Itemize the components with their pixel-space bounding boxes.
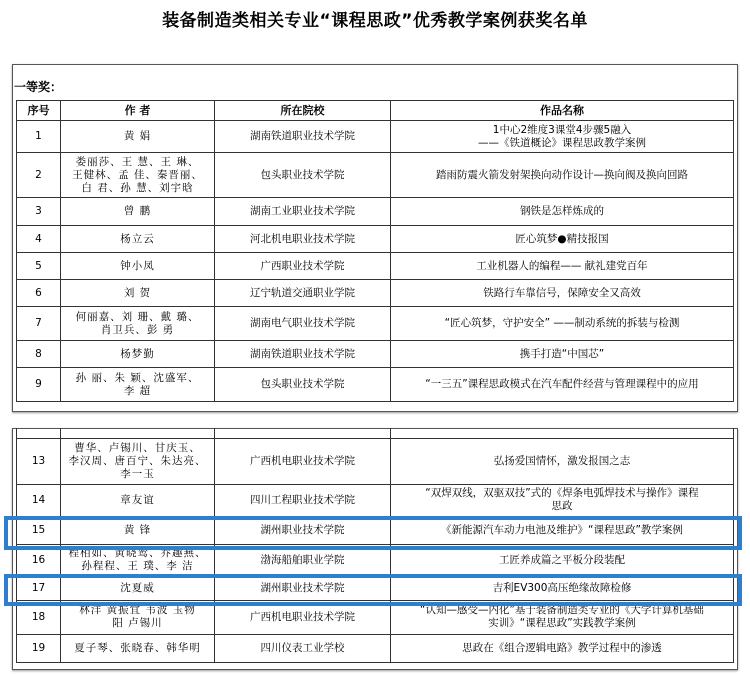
cell-work: 踏雨防震火箭发射架换向动作设计—换向阀及换向回路 bbox=[391, 153, 734, 198]
table-row bbox=[17, 280, 734, 307]
cell-author: 章友谊 bbox=[61, 484, 215, 516]
cell-no: 7 bbox=[17, 307, 61, 341]
cell-work: “匠心筑梦，守护安全” ——制动系统的拆装与检测 bbox=[391, 307, 734, 341]
cell-school: 四川工程职业技术学院 bbox=[215, 484, 391, 516]
cell-work: 匠心筑梦●精技报国 bbox=[391, 226, 734, 253]
cell-work: 思政在《组合逻辑电路》教学过程中的渗透 bbox=[391, 634, 734, 662]
table-row bbox=[17, 307, 734, 341]
cell-school: 包头职业技术学院 bbox=[215, 368, 391, 402]
cell-work: 《新能源汽车动力电池及维护》“课程思政”教学案例 bbox=[391, 516, 734, 544]
cell-author: 钟小凤 bbox=[61, 253, 215, 280]
cell-author: 何丽嘉、刘 珊、戴 璐、 肖卫兵、彭 勇 bbox=[61, 307, 215, 341]
cell-no: 8 bbox=[17, 341, 61, 368]
table-row bbox=[17, 226, 734, 253]
cell-no: 16 bbox=[17, 544, 61, 576]
cell-work: “认知—感受—内化”基于装备制造类专业的《大学计算机基础 实训》“课程思政”实践教学案例 bbox=[391, 600, 734, 634]
table-row bbox=[17, 438, 734, 484]
cell-no: 14 bbox=[17, 484, 61, 516]
cell-no: 18 bbox=[17, 600, 61, 634]
cell-author: 黄 娟 bbox=[61, 121, 215, 153]
highlight-box-row-15 bbox=[4, 516, 742, 550]
cell-no: 15 bbox=[17, 516, 61, 544]
cell-school: 广西职业技术学院 bbox=[215, 253, 391, 280]
cell-author: 孙 丽、朱 颖、沈盛军、 李 超 bbox=[61, 368, 215, 402]
cell-work: 钢铁是怎样炼成的 bbox=[391, 198, 734, 226]
cell-school: 广西机电职业技术学院 bbox=[215, 438, 391, 484]
cell-school: 湖南铁道职业技术学院 bbox=[215, 341, 391, 368]
header-school: 所在院校 bbox=[215, 101, 391, 121]
table-row bbox=[17, 121, 734, 153]
cell-school: 湖南电气职业技术学院 bbox=[215, 307, 391, 341]
table-row bbox=[17, 368, 734, 402]
cell-author: 杨立云 bbox=[61, 226, 215, 253]
table-row bbox=[17, 634, 734, 662]
cell-school: 湖南铁道职业技术学院 bbox=[215, 121, 391, 153]
cell-school: 包头职业技术学院 bbox=[215, 153, 391, 198]
cell-author: 林洋 黄振宜 韦波 玉物 阳 卢锡川 bbox=[61, 600, 215, 634]
cell-no: 13 bbox=[17, 438, 61, 484]
cell-work: 铁路行车靠信号，保障安全又高效 bbox=[391, 280, 734, 307]
cell-no: 19 bbox=[17, 634, 61, 662]
cell-no: 4 bbox=[17, 226, 61, 253]
cell-work: “双焊双线，双驱双技”式的《焊条电弧焊技术与操作》课程 思政 bbox=[391, 484, 734, 516]
cell-no: 6 bbox=[17, 280, 61, 307]
cell-author: 黄 锋 bbox=[61, 516, 215, 544]
header-author: 作 者 bbox=[61, 101, 215, 121]
cell-school: 广西机电职业技术学院 bbox=[215, 600, 391, 634]
cell-no: 17 bbox=[17, 576, 61, 600]
cell-school: 湖州职业技术学院 bbox=[215, 516, 391, 544]
cell-no: 1 bbox=[17, 121, 61, 153]
cell-school: 湖州职业技术学院 bbox=[215, 576, 391, 600]
cell-school: 渤海船舶职业学院 bbox=[215, 544, 391, 576]
cell-author: 曹华、卢锡川、甘庆玉、 李汉周、唐百宁、朱达亮、 李一玉 bbox=[61, 438, 215, 484]
cell-author: 沈夏威 bbox=[61, 576, 215, 600]
cell-no: 9 bbox=[17, 368, 61, 402]
cell-work: 弘扬爱国情怀，激发报国之志 bbox=[391, 438, 734, 484]
table-row bbox=[17, 341, 734, 368]
cell-work: 工业机器人的编程—— 献礼建党百年 bbox=[391, 253, 734, 280]
cell-author: 娄丽莎、王 慧、王 琳、 王健林、孟 佳、秦晋丽、 白 君、孙 慧、刘宇晗 bbox=[61, 153, 215, 198]
cell-school: 辽宁轨道交通职业学院 bbox=[215, 280, 391, 307]
cell-school: 湖南工业职业技术学院 bbox=[215, 198, 391, 226]
cell-author: 刘 贺 bbox=[61, 280, 215, 307]
cell-school: 四川仪表工业学校 bbox=[215, 634, 391, 662]
cell-author: 程相如、黄晓鸾、乔趣燕、 孙程程、王 璞、李 洁 bbox=[61, 544, 215, 576]
table-row bbox=[17, 153, 734, 198]
cell-author: 曾 鹏 bbox=[61, 198, 215, 226]
cell-author: 杨梦勤 bbox=[61, 341, 215, 368]
header-work: 作品名称 bbox=[391, 101, 734, 121]
cell-work: 吉利EV300高压绝缘故障检修 bbox=[391, 576, 734, 600]
cell-no: 2 bbox=[17, 153, 61, 198]
header-no: 序号 bbox=[17, 101, 61, 121]
cell-author: 夏子琴、张晓春、韩华明 bbox=[61, 634, 215, 662]
cropped-row bbox=[17, 428, 734, 438]
award-table-page-1 bbox=[16, 100, 734, 402]
page-title: 装备制造类相关专业“课程思政”优秀教学案例获奖名单 bbox=[162, 11, 588, 31]
cell-work: 1中心2维度3课堂4步骤5融入 ——《铁道概论》课程思政教学案例 bbox=[391, 121, 734, 153]
cell-work: “一三五”课程思政模式在汽车配件经营与管理课程中的应用 bbox=[391, 368, 734, 402]
cell-school: 河北机电职业技术学院 bbox=[215, 226, 391, 253]
table-header-row bbox=[17, 101, 734, 121]
table-row bbox=[17, 253, 734, 280]
cell-work: 工匠养成篇之平板分段装配 bbox=[391, 544, 734, 576]
cell-work: 携手打造“中国芯” bbox=[391, 341, 734, 368]
table-row bbox=[17, 198, 734, 226]
cell-no: 5 bbox=[17, 253, 61, 280]
table-row bbox=[17, 484, 734, 516]
highlight-box-row-17 bbox=[4, 574, 742, 606]
cell-no: 3 bbox=[17, 198, 61, 226]
prize-label: 一等奖： bbox=[14, 80, 63, 94]
